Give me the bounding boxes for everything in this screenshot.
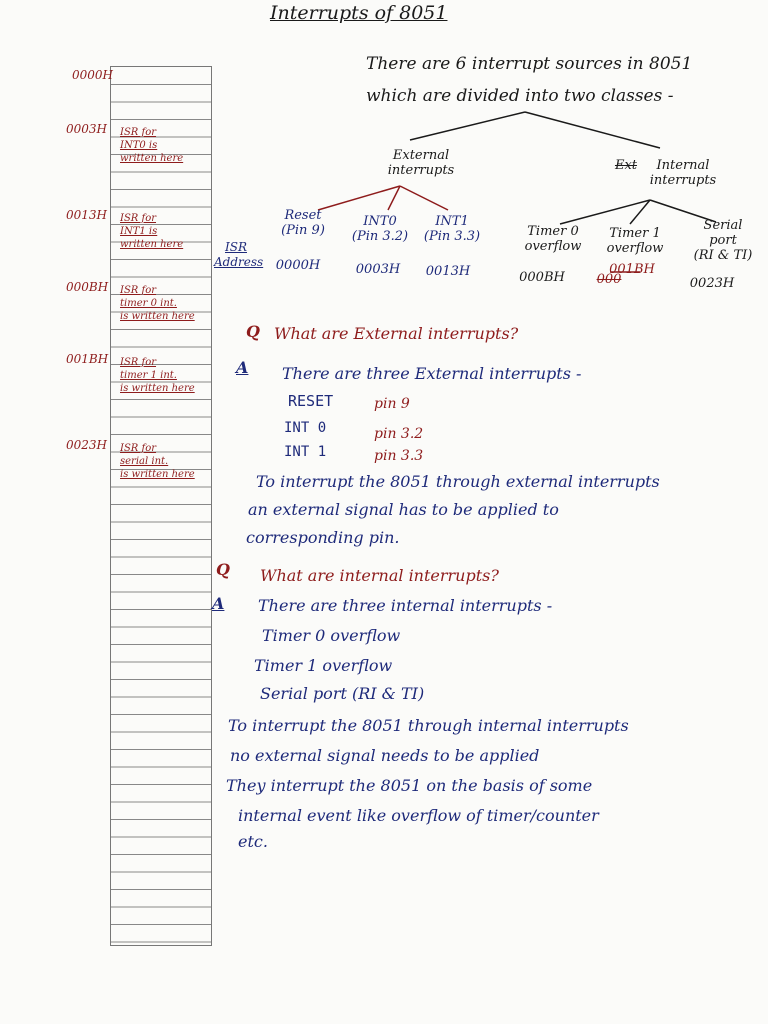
- a2-item-serial: Serial port (RI & TI): [260, 684, 425, 703]
- a2-mark: A: [212, 594, 225, 613]
- tree-timer1-struck-addr: 000: [596, 272, 622, 287]
- a1-explanation-line-3: corresponding pin.: [246, 528, 400, 547]
- a1-intro: There are three External interrupts -: [282, 364, 582, 383]
- a2-intro: There are three internal interrupts -: [258, 596, 553, 615]
- addr-000bh: 000BH: [66, 280, 109, 294]
- tree-timer1-addr: 001BH: [609, 262, 655, 277]
- a2-explanation-line-2: no external signal needs to be applied: [230, 746, 540, 765]
- isr-note-serial: ISR for serial int. is written here: [120, 443, 195, 480]
- a2-explanation-line-3: They interrupt the 8051 on the basis of some: [226, 776, 593, 795]
- a2-explanation-line-4: internal event like overflow of timer/counter: [238, 806, 599, 825]
- tree-reset-addr: 0000H: [275, 258, 321, 273]
- addr-001bh: 001BH: [66, 352, 109, 366]
- page-title: Interrupts of 8051: [270, 2, 448, 24]
- a1-explanation-line-2: an external signal has to be applied to: [248, 500, 559, 519]
- a1-item-int0: INT 0: [284, 420, 327, 436]
- q2-mark: Q: [216, 560, 230, 579]
- tree-int0: INT0 (Pin 3.2): [351, 214, 409, 244]
- struck-ext-word: Ext: [614, 158, 638, 173]
- internal-interrupts-label: Internal interrupts: [649, 158, 717, 188]
- a1-item-int0-pin: pin 3.2: [374, 426, 424, 442]
- tree-int1-addr: 0013H: [425, 264, 471, 279]
- q2-question: What are internal interrupts?: [260, 566, 499, 585]
- isr-note-int1: ISR for INT1 is written here: [120, 213, 184, 250]
- isr-note-timer0: ISR for timer 0 int. is written here: [120, 285, 195, 322]
- isr-note-int0: ISR for INT0 is written here: [120, 127, 184, 164]
- addr-0000h: 0000H: [72, 68, 114, 82]
- a2-explanation-line-1: To interrupt the 8051 through internal interrupts: [228, 716, 629, 735]
- tree-reset: Reset (Pin 9): [281, 208, 325, 238]
- a1-explanation-line-1: To interrupt the 8051 through external interrupts: [256, 472, 660, 491]
- a1-item-int1: INT 1: [284, 444, 327, 460]
- q1-mark: Q: [246, 322, 260, 341]
- q1-question: What are External interrupts?: [274, 324, 519, 343]
- tree-timer1: Timer 1 overflow: [606, 226, 664, 256]
- a1-item-int1-pin: pin 3.3: [374, 448, 424, 464]
- addr-0003h: 0003H: [66, 122, 108, 136]
- intro-line-2: which are divided into two classes -: [366, 86, 674, 106]
- tree-int1: INT1 (Pin 3.3): [423, 214, 481, 244]
- a1-item-reset-pin: pin 9: [374, 396, 410, 412]
- external-interrupts-label: External interrupts: [387, 148, 455, 178]
- tree-int0-addr: 0003H: [355, 262, 401, 277]
- isr-note-timer1: ISR for timer 1 int. is written here: [120, 357, 195, 394]
- a1-item-reset: RESET: [288, 392, 334, 410]
- isr-address-label: ISR Address: [214, 240, 264, 269]
- addr-0023h: 0023H: [66, 438, 108, 452]
- intro-line-1: There are 6 interrupt sources in 8051: [366, 54, 693, 74]
- tree-serial-addr: 0023H: [689, 276, 735, 291]
- tree-serial: Serial port (RI & TI): [693, 218, 753, 263]
- a2-explanation-line-5: etc.: [238, 832, 268, 851]
- a2-item-timer1: Timer 1 overflow: [254, 656, 393, 675]
- a2-item-timer0: Timer 0 overflow: [262, 626, 401, 645]
- a1-mark: A: [236, 358, 249, 377]
- tree-timer0-addr: 000BH: [519, 270, 565, 285]
- addr-0013h: 0013H: [66, 208, 108, 222]
- tree-timer0: Timer 0 overflow: [524, 224, 582, 254]
